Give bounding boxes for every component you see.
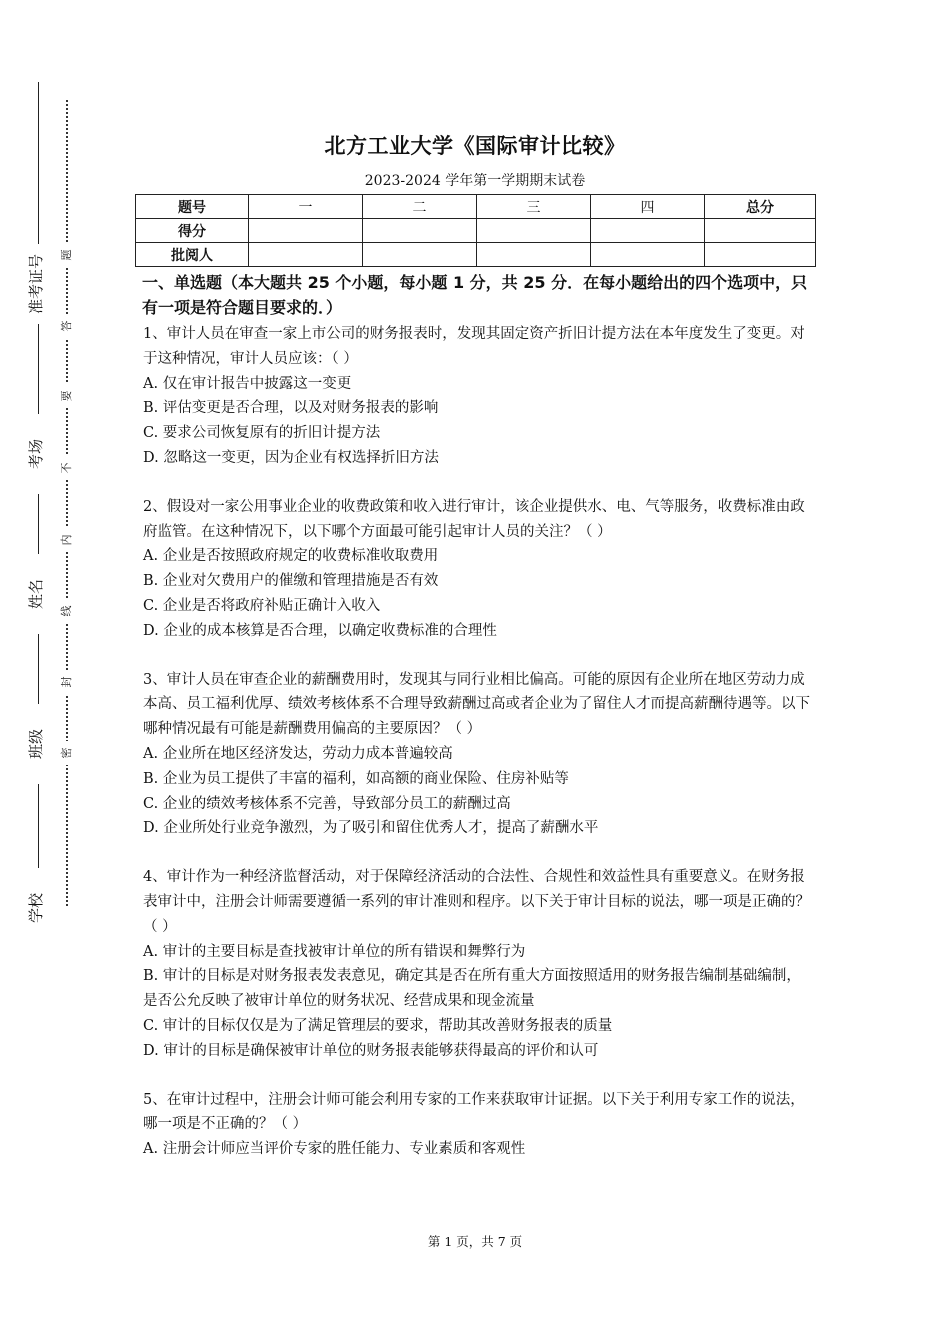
- score-header-cell: 三: [477, 195, 591, 219]
- exam-id-label: 准考证号: [26, 244, 46, 324]
- score-cell[interactable]: [591, 219, 705, 243]
- seal-dotted-line: [66, 100, 68, 906]
- option-d[interactable]: D. 企业所处行业竞争激烈，为了吸引和留住优秀人才，提高了薪酬水平: [143, 820, 599, 837]
- option-b[interactable]: B. 企业对欠费用户的催缴和管理措施是否有效: [143, 573, 439, 590]
- option-b[interactable]: B. 评估变更是否合理，以及对财务报表的影响: [143, 400, 439, 417]
- seal-char: 要: [59, 384, 75, 408]
- score-cell[interactable]: [363, 243, 477, 267]
- question-block: [143, 1088, 811, 1162]
- score-cell[interactable]: [249, 219, 363, 243]
- option-b[interactable]: B. 企业为员工提供了丰富的福利，如高额的商业保险、住房补贴等: [143, 770, 569, 787]
- binding-line: [38, 82, 39, 912]
- option-a[interactable]: A. 企业所在地区经济发达，劳动力成本普遍较高: [143, 745, 453, 762]
- question-stem: 3、审计人员在审查企业的薪酬费用时，发现其与同行业相比偏高。可能的原因有企业所在地区劳动力成本高、员工福利优厚、绩效考核体系不合理导致薪酬过高或者企业为了留住人才而提高薪酬待遇等。以下哪种情况最有可能是薪酬费用偏高的主要原因？（ ）: [143, 671, 810, 738]
- score-table-row: [136, 243, 816, 267]
- option-c[interactable]: C. 审计的目标仅仅是为了满足管理层的要求，帮助其改善财务报表的质量: [143, 1017, 613, 1034]
- question-block: [143, 322, 811, 471]
- page-footer: 第 1 页，共 7 页: [427, 1234, 523, 1249]
- name-label: 姓名: [26, 554, 46, 634]
- score-cell[interactable]: [477, 219, 591, 243]
- exam-title: 北方工业大学《国际审计比较》: [324, 134, 626, 158]
- seal-char: 答: [59, 314, 75, 338]
- question-content: [143, 270, 811, 1162]
- score-table-row: [136, 219, 816, 243]
- score-table-header-row: [136, 195, 816, 219]
- section-heading: 一、单选题（本大题共 25 个小题，每小题 1 分，共 25 分．在每小题给出的四个选项中，只有一项是符合题目要求的．）: [142, 273, 808, 317]
- seal-char: 密: [59, 741, 75, 765]
- exam-room-label: 考场: [26, 414, 46, 494]
- score-cell[interactable]: [249, 243, 363, 267]
- option-a[interactable]: A. 注册会计师应当评价专家的胜任能力、专业素质和客观性: [143, 1141, 526, 1158]
- question-stem: 1、审计人员在审查一家上市公司的财务报表时，发现其固定资产折旧计提方法在本年度发生了变更。对于这种情况，审计人员应该：（ ）: [143, 326, 805, 367]
- question-block: [143, 668, 811, 842]
- option-a[interactable]: A. 企业是否按照政府规定的收费标准收取费用: [143, 548, 439, 565]
- score-header-cell: 题号: [136, 195, 249, 219]
- option-d[interactable]: D. 企业的成本核算是否合理，以确定收费标准的合理性: [143, 622, 497, 639]
- score-cell[interactable]: [705, 219, 816, 243]
- option-c[interactable]: C. 企业是否将政府补贴正确计入收入: [143, 597, 381, 614]
- score-row-label: 批阅人: [136, 243, 249, 267]
- score-cell[interactable]: [705, 243, 816, 267]
- seal-char: 不: [59, 456, 75, 480]
- score-cell[interactable]: [363, 219, 477, 243]
- score-header-cell: 总分: [705, 195, 816, 219]
- score-header-cell: 四: [591, 195, 705, 219]
- option-c[interactable]: C. 要求公司恢复原有的折旧计提方法: [143, 425, 381, 442]
- option-b[interactable]: B. 审计的目标是对财务报表发表意见，确定其是否在所有重大方面按照适用的财务报告编制基础编制，是否公允反映了被审计单位的财务状况、经营成果和现金流量: [143, 968, 801, 1010]
- score-table: [135, 194, 816, 267]
- school-label: 学校: [26, 868, 46, 948]
- option-a[interactable]: A. 仅在审计报告中披露这一变更: [143, 375, 352, 392]
- seal-char: 题: [59, 243, 75, 267]
- seal-char: 线: [59, 599, 75, 623]
- score-header-cell: 二: [363, 195, 477, 219]
- question-stem: 4、审计作为一种经济监督活动，对于保障经济活动的合法性、合规性和效益性具有重要意义。在财务报表审计中，注册会计师需要遵循一系列的审计准则和程序。以下关于审计目标的说法，哪一项是正确的？（ ）: [143, 869, 810, 935]
- score-header-cell: 一: [249, 195, 363, 219]
- option-d[interactable]: D. 忽略这一变更，因为企业有权选择折旧方法: [143, 449, 439, 466]
- class-label: 班级: [26, 704, 46, 784]
- seal-char: 封: [59, 670, 75, 694]
- score-cell[interactable]: [591, 243, 705, 267]
- question-block: [143, 865, 811, 1063]
- score-row-label: 得分: [136, 219, 249, 243]
- option-a[interactable]: A. 审计的主要目标是查找被审计单位的所有错误和舞弊行为: [143, 943, 526, 960]
- question-stem: 2、假设对一家公用事业企业的收费政策和收入进行审计，该企业提供水、电、气等服务，收费标准由政府监管。在这种情况下，以下哪个方面最可能引起审计人员的关注？（ ）: [143, 498, 805, 540]
- seal-char: 内: [59, 528, 75, 552]
- exam-subtitle: 2023-2024 学年第一学期期末试卷: [364, 173, 586, 189]
- question-stem: 5、在审计过程中，注册会计师可能会利用专家的工作来获取审计证据。以下关于利用专家工作的说法，哪一项是不正确的？（ ）: [143, 1091, 805, 1133]
- option-d[interactable]: D. 审计的目标是确保被审计单位的财务报表能够获得最高的评价和认可: [143, 1042, 599, 1059]
- option-c[interactable]: C. 企业的绩效考核体系不完善，导致部分员工的薪酬过高: [143, 795, 511, 812]
- question-block: [143, 495, 811, 644]
- score-cell[interactable]: [477, 243, 591, 267]
